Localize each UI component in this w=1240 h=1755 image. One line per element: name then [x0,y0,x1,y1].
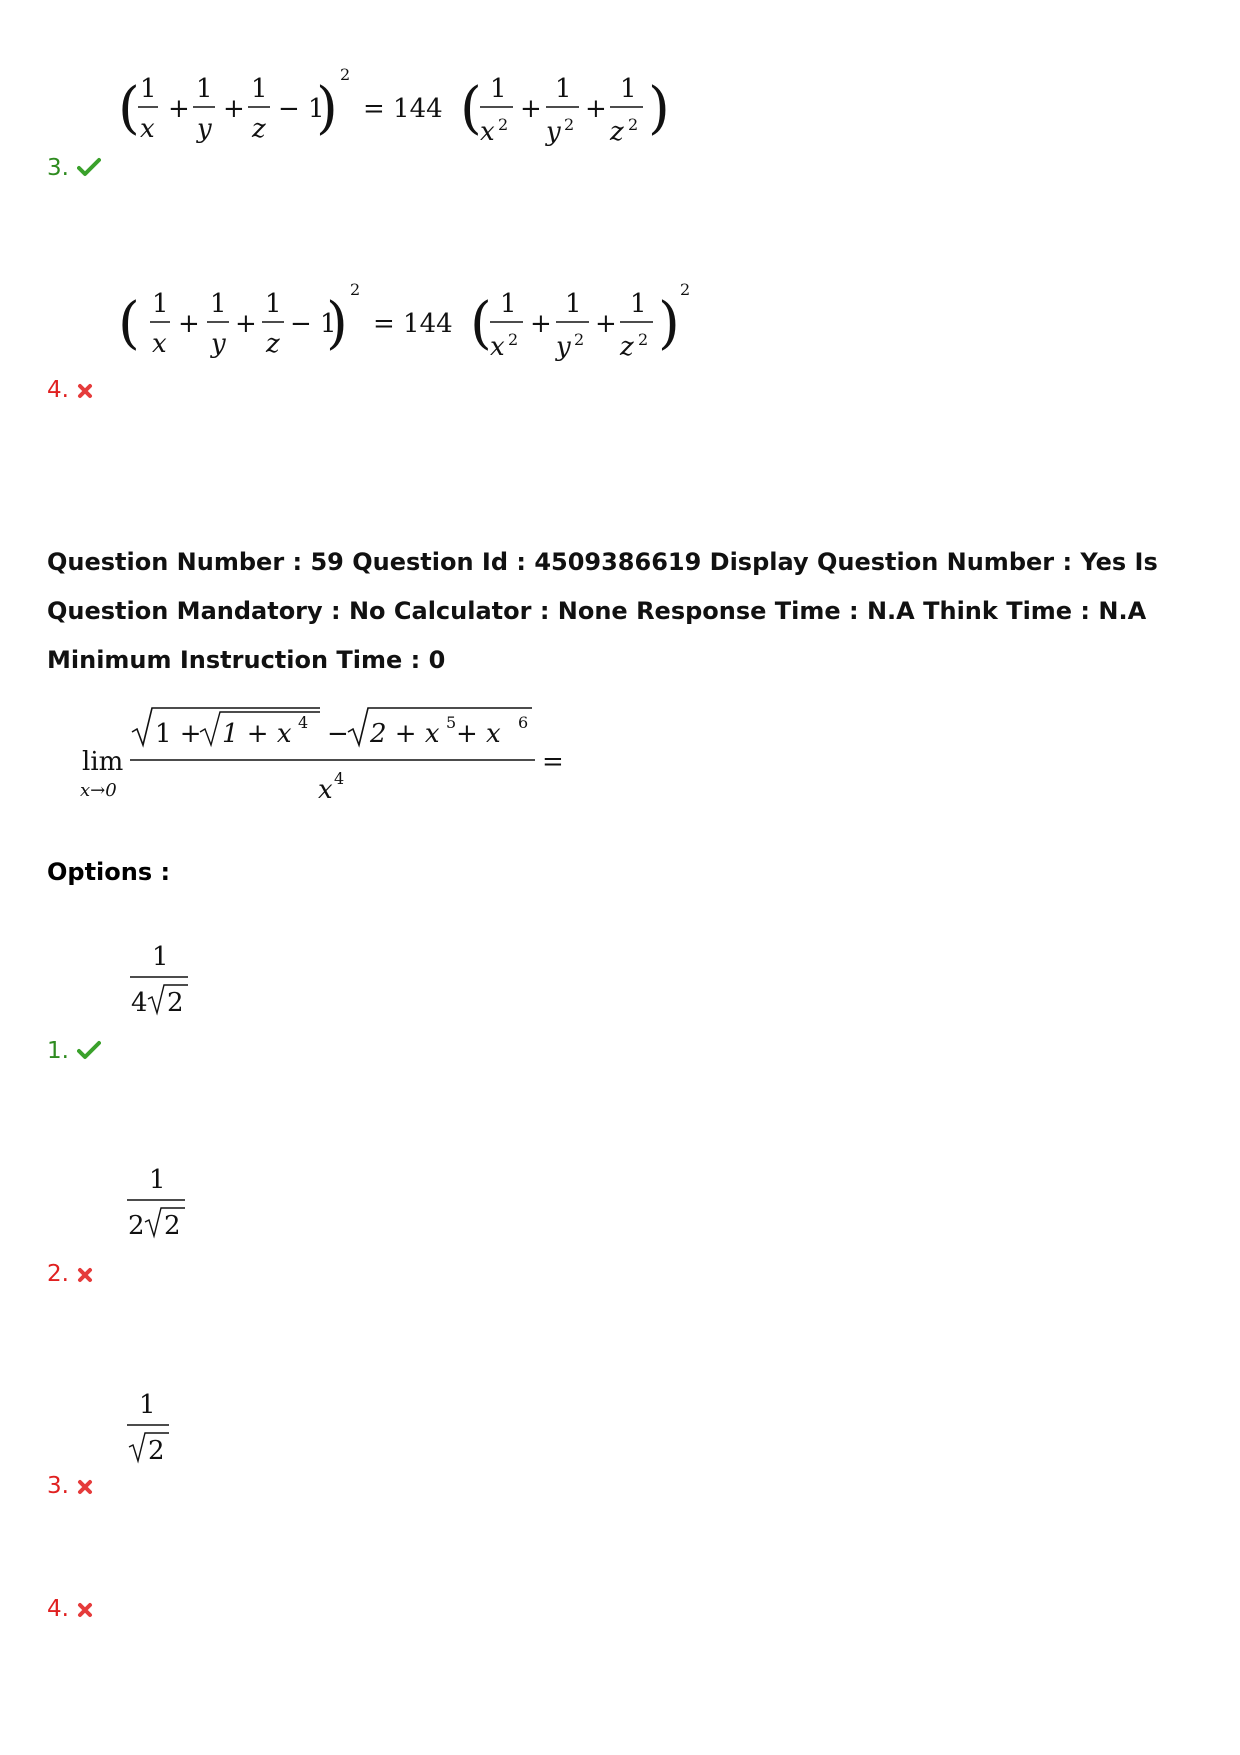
svg-text:1: 1 [139,1390,156,1420]
denominator: x [318,775,333,805]
svg-text:+: + [223,94,245,124]
svg-text:y: y [546,117,561,147]
svg-text:1: 1 [265,289,282,319]
minus: − [327,719,349,749]
svg-text:2: 2 [128,1211,145,1241]
equation-option-4-prev [118,277,698,372]
frac-den: z [252,114,266,144]
svg-text:2: 2 [574,330,585,349]
options-title: Options : [47,858,171,886]
svg-text:2: 2 [628,115,639,134]
svg-text:− 1: − 1 [290,309,337,339]
frac-num: 1 [140,74,157,104]
svg-text:1: 1 [152,942,169,972]
svg-text:2: 2 [167,988,184,1018]
svg-text:y: y [556,332,571,362]
svg-text:z: z [610,117,624,147]
svg-text:x: x [480,117,495,147]
question-header: Question Number : 59 Question Id : 4509386619 Display Question Number : Yes Is Question Mandatory : No Calculator : None Response Time : N.A Think Time : N.A Minimum Instruction Time : 0 [47,548,1158,674]
svg-text:1: 1 [210,289,227,319]
svg-text:+: + [585,94,607,124]
svg-text:(: ( [470,291,492,356]
option-number: 4. [47,377,69,403]
svg-text:2: 2 [164,1211,181,1241]
question-expression [80,700,600,810]
power: 2 [340,65,351,84]
option-2-math [125,1158,195,1243]
prev-option-3-label [47,155,101,183]
svg-text:1: 1 [620,74,637,104]
frac-den: x [140,114,155,144]
exp4: 4 [298,713,309,732]
svg-text:1: 1 [490,74,507,104]
svg-text:x: x [490,332,505,362]
right-paren: ) [648,76,670,141]
svg-text:x: x [152,329,167,359]
cross-icon [77,1263,93,1289]
svg-text:2: 2 [508,330,519,349]
num-b: 1 + x [222,719,292,749]
option-number: 2. [47,1261,69,1287]
svg-text:2: 2 [680,280,691,299]
num-a: 1 + [155,719,202,749]
option-number: 3. [47,1473,69,1499]
check-icon [77,157,101,183]
svg-text:): ) [326,291,348,356]
option-1-label [47,1038,101,1066]
option-number: 4. [47,1596,69,1622]
lim: lim [82,747,124,777]
option-2-label [47,1261,93,1289]
cross-icon [77,1598,93,1624]
den-exp: 4 [334,769,345,788]
svg-text:+: + [168,94,190,124]
svg-text:+: + [530,309,552,339]
frac-num: 1 [251,74,268,104]
left-paren: ( [460,76,482,141]
svg-text:+: + [178,309,200,339]
svg-text:1: 1 [149,1165,166,1195]
cross-icon [77,1475,93,1501]
svg-text:+: + [520,94,542,124]
option-3-label [47,1473,93,1501]
svg-text:1: 1 [500,289,517,319]
option-3-math [125,1383,185,1468]
lim-sub: x→0 [80,780,117,801]
svg-text:1: 1 [152,289,169,319]
rhs-coef: = 144 [363,94,443,124]
svg-text:1: 1 [565,289,582,319]
svg-text:2: 2 [148,1436,165,1466]
equals: = [542,747,564,777]
svg-text:1: 1 [555,74,572,104]
svg-text:4: 4 [131,988,148,1018]
svg-text:2: 2 [498,115,509,134]
frac-num: 1 [196,74,213,104]
exp5: 5 [446,713,457,732]
minus-one: − 1 [278,94,325,124]
frac-den: y [197,114,212,144]
option-number: 3. [47,155,69,181]
right-paren: ) [316,76,338,141]
exp6: 6 [518,713,529,732]
svg-text:z: z [266,329,280,359]
svg-text:+: + [235,309,257,339]
option-4-label [47,1596,93,1624]
svg-text:(: ( [118,291,140,356]
num-c: 2 + x [370,719,440,749]
svg-text:2: 2 [564,115,575,134]
cross-icon [77,379,93,405]
equation-option-3-prev [118,62,678,157]
plus-x: + x [456,719,501,749]
svg-text:1: 1 [630,289,647,319]
prev-option-4-label [47,377,93,405]
svg-text:): ) [658,291,680,356]
svg-text:2: 2 [638,330,649,349]
left-paren: ( [118,76,140,141]
svg-text:= 144: = 144 [373,309,453,339]
svg-text:z: z [620,332,634,362]
svg-text:2: 2 [350,280,361,299]
check-icon [77,1040,101,1066]
svg-text:y: y [211,329,226,359]
svg-text:+: + [595,309,617,339]
option-number: 1. [47,1038,69,1064]
option-1-math [128,935,198,1020]
